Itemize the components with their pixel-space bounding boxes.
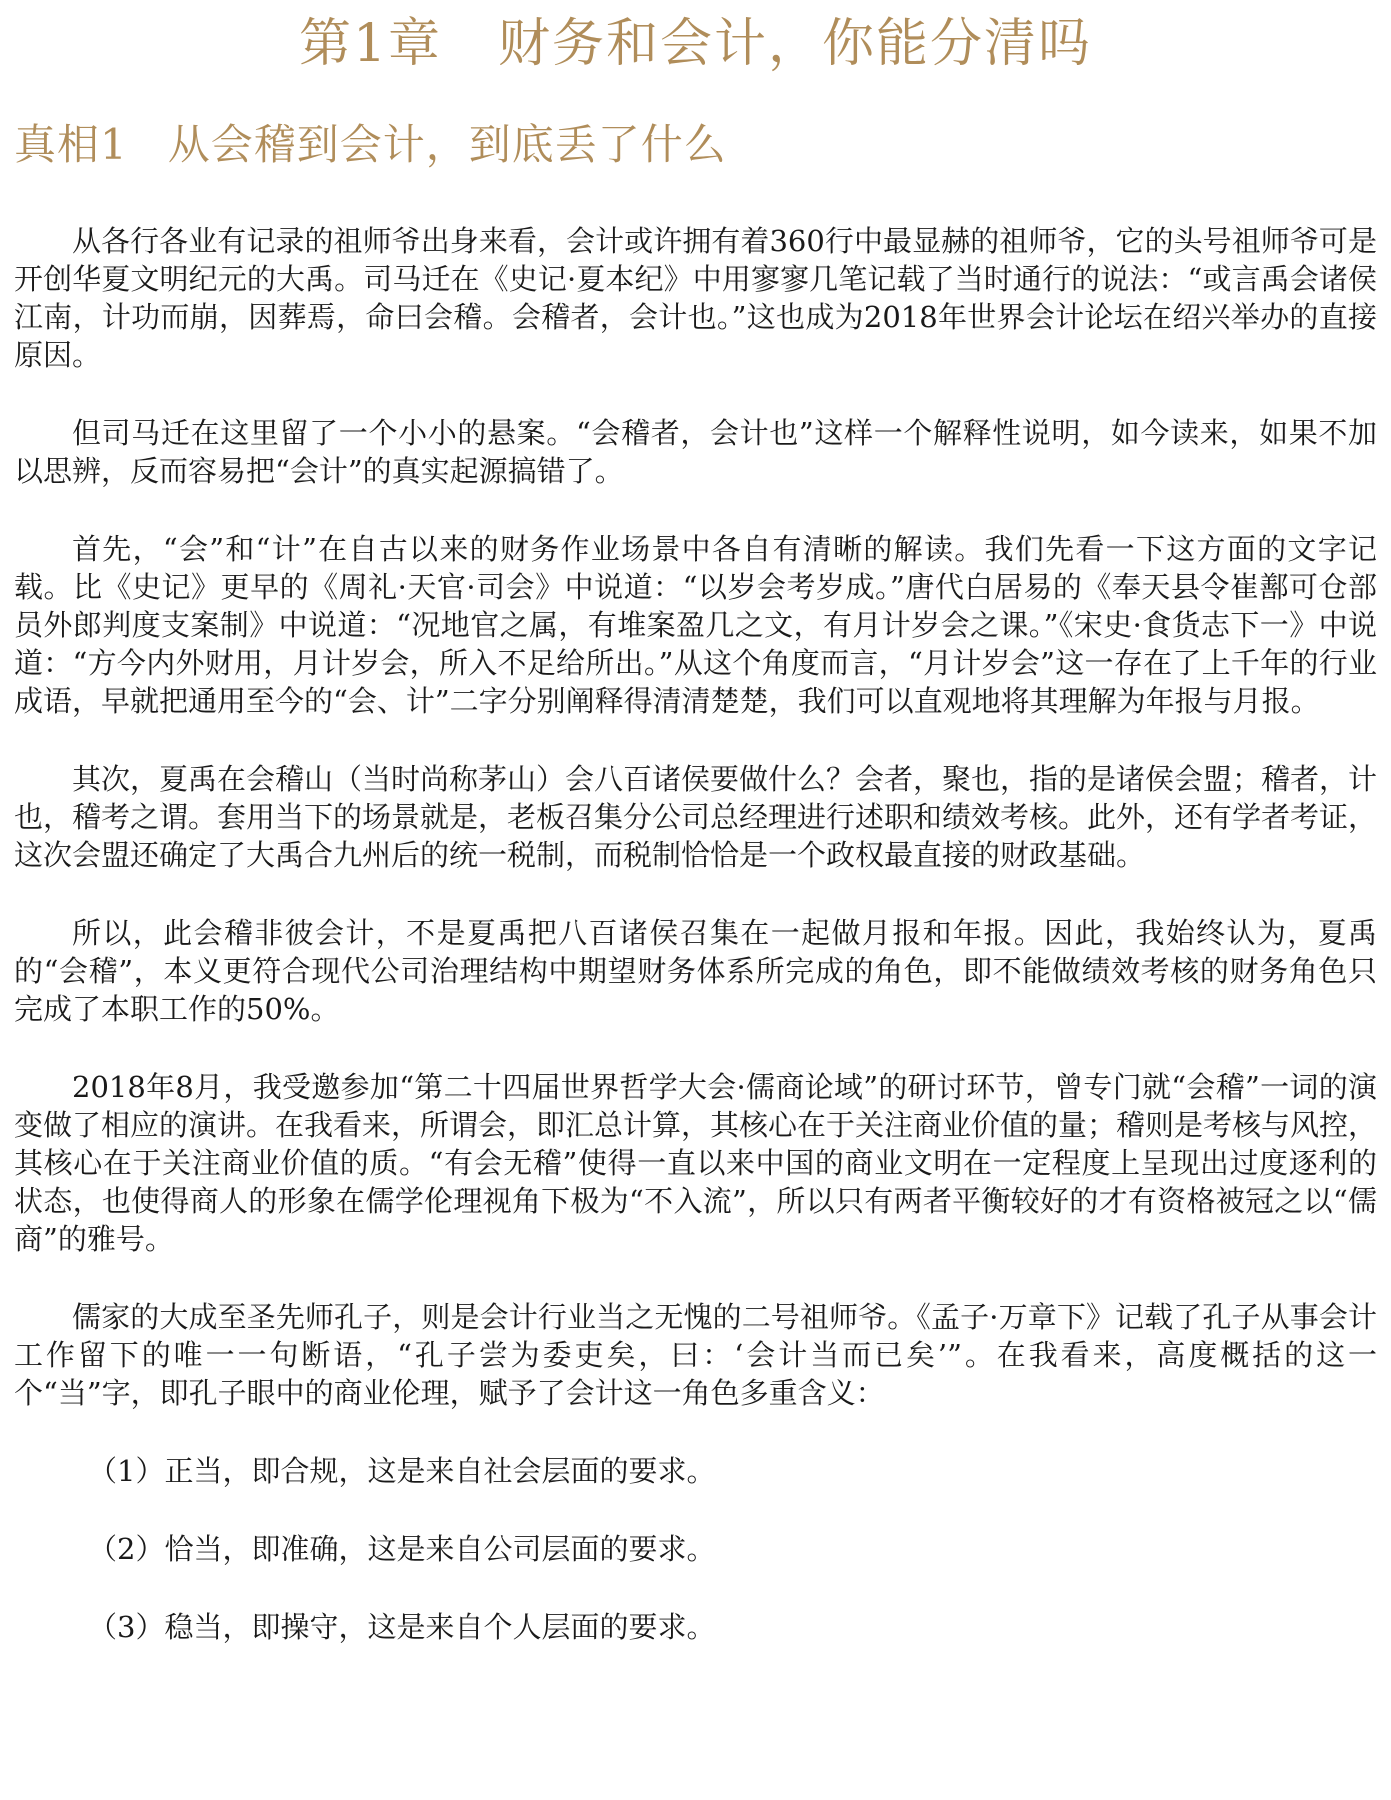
list-item-1: （1）正当，即合规，这是来自社会层面的要求。 (88, 1454, 716, 1488)
list-item-3: （3）稳当，即操守，这是来自个人层面的要求。 (88, 1610, 716, 1644)
chapter-title (14, 0, 1377, 82)
paragraph-4: 其次，夏禹在会稽山（当时尚称茅山）会八百诸侯要做什么？会者，聚也，指的是诸侯会盟；稽者，计也，稽考之谓。套用当下的场景就是，老板召集分公司总经理进行述职和绩效考核。此外，还有学者考证，这次会盟还确定了大禹合九州后的统一税制，而税制恰恰是一个政权最直接的财政基础。 (14, 762, 1378, 872)
section-title-text: 从会稽到会计，到底丢了什么 (167, 120, 727, 169)
body-text (14, 222, 1377, 1646)
paragraph-5: 所以，此会稽非彼会计，不是夏禹把八百诸侯召集在一起做月报和年报。因此，我始终认为，夏禹的“会稽”，本义更符合现代公司治理结构中期望财务体系所完成的角色，即不能做绩效考核的财务角色只完成了本职工作的50%。 (14, 916, 1377, 1026)
paragraph-6: 2018年8月，我受邀参加“第二十四届世界哲学大会·儒商论域”的研讨环节，曾专门就“会稽”一词的演变做了相应的演讲。在我看来，所谓会，即汇总计算，其核心在于关注商业价值的量；稽则是考核与风控，其核心在于关注商业价值的质。“有会无稽”使得一直以来中国的商业文明在一定程度上呈现出过度逐利的状态，也使得商人的形象在儒学伦理视角下极为“不入流”，所以只有两者平衡较好的才有资格被冠之以“儒商”的雅号。 (14, 1070, 1378, 1256)
paragraph-2: 但司马迁在这里留了一个小小的悬案。“会稽者，会计也”这样一个解释性说明，如今读来，如果不加以思辨，反而容易把“会计”的真实起源搞错了。 (14, 416, 1377, 488)
chapter-number: 第1章 (298, 14, 443, 74)
section-title (14, 112, 1377, 178)
paragraph-3: 首先，“会”和“计”在自古以来的财务作业场景中各自有清晰的解读。我们先看一下这方面的文字记载。比《史记》更早的《周礼·天官·司会》中说道：“以岁会考岁成。”唐代白居易的《奉天县令崔鄯可仓部员外郎判度支案制》中说道：“况地官之属，有堆案盈几之文，有月计岁会之课。”《宋史·食货志下一》中说道：“方今内外财用，月计岁会，所入不足给所出。”从这个角度而言，“月计岁会”这一存在了上千年的行业成语，早就把通用至今的“会、计”二字分别阐释得清清楚楚，我们可以直观地将其理解为年报与月报。 (14, 532, 1377, 718)
paragraph-7: 儒家的大成至圣先师孔子，则是会计行业当之无愧的二号祖师爷。《孟子·万章下》记载了孔子从事会计工作留下的唯一一句断语，“孔子尝为委吏矣，曰：‘会计当而已矣’”。在我看来，高度概括的这一个“当”字，即孔子眼中的商业伦理，赋予了会计这一角色多重含义： (14, 1300, 1377, 1410)
paragraph-1: 从各行各业有记录的祖师爷出身来看，会计或许拥有着360行中最显赫的祖师爷，它的头号祖师爷可是开创华夏文明纪元的大禹。司马迁在《史记·夏本纪》中用寥寥几笔记载了当时通行的说法：“或言禹会诸侯江南，计功而崩，因葬焉，命曰会稽。会稽者，会计也。”这也成为2018年世界会计论坛在绍兴举办的直接原因。 (14, 224, 1377, 372)
section-number: 真相1 (14, 120, 128, 169)
list-item-2: （2）恰当，即准确，这是来自公司层面的要求。 (88, 1532, 716, 1566)
chapter-title-text: 财务和会计，你能分清吗 (498, 14, 1093, 74)
